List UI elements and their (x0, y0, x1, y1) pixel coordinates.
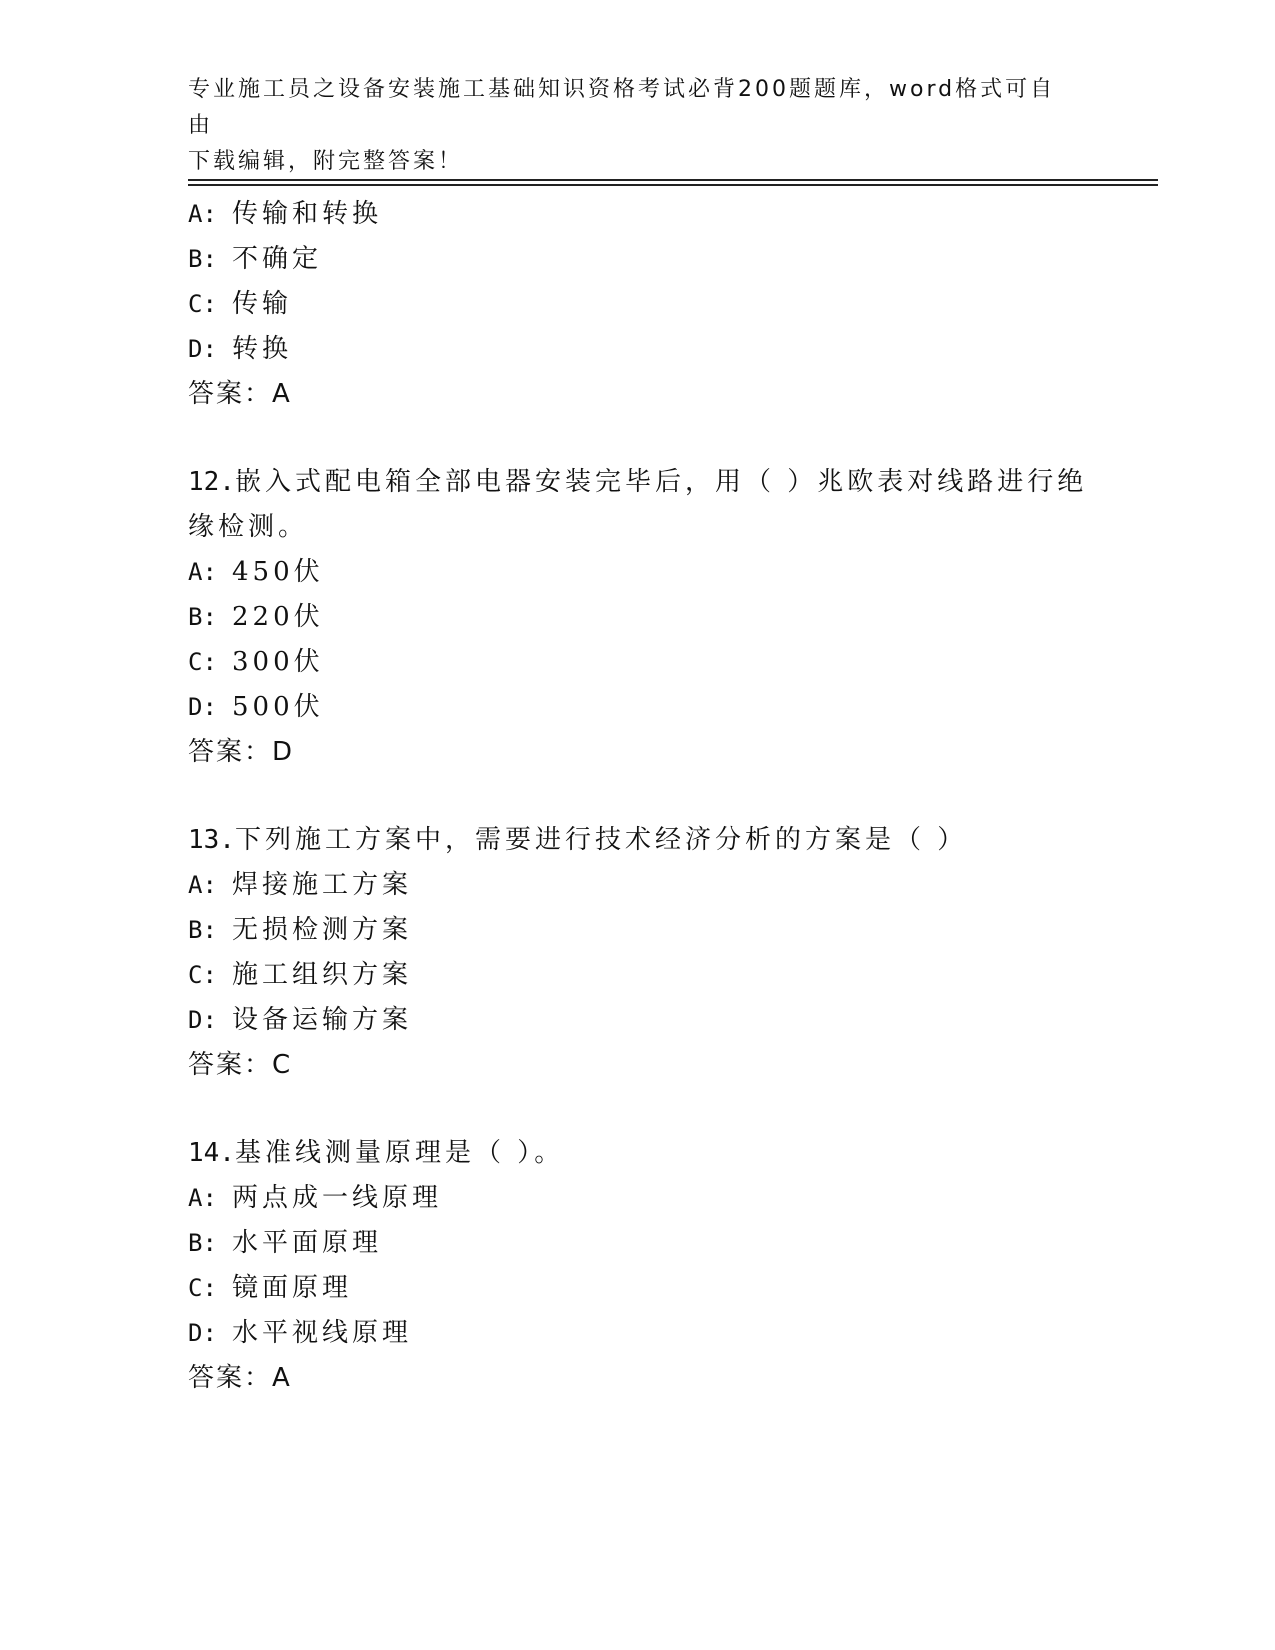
q14-option-b (188, 1225, 382, 1261)
option-text: 施工组织方案 (232, 960, 413, 990)
option-text: 水平视线原理 (232, 1318, 413, 1348)
option-letter: C: (188, 290, 217, 318)
q14-answer: 答案：A (188, 1363, 292, 1393)
option-letter: C: (188, 961, 217, 989)
question-number: 13. (188, 825, 235, 855)
q14-option-a (188, 1180, 442, 1216)
option-letter: B: (188, 916, 217, 944)
question-number: 14. (188, 1138, 235, 1168)
option-letter: D: (188, 693, 217, 721)
option-text: 传输 (232, 289, 293, 319)
option-text: 焊接施工方案 (232, 870, 413, 900)
q13-answer: 答案：C (188, 1050, 293, 1080)
q12-stem-line-1 (188, 464, 1087, 500)
q13-option-c (188, 957, 412, 993)
option-letter: D: (188, 1006, 217, 1034)
q12-option-c (188, 644, 324, 680)
option-text: 不确定 (232, 244, 323, 274)
header-divider-top (188, 179, 1158, 181)
q13-stem-line-1 (188, 822, 967, 858)
q11-option-d (188, 331, 292, 367)
option-letter: A: (188, 200, 217, 228)
q13-option-d (188, 1002, 412, 1038)
option-text: 300伏 (232, 647, 324, 677)
header-line-1: 专业施工员之设备安装施工基础知识资格考试必背200题题库，word格式可自由 (188, 77, 1056, 138)
option-letter: D: (188, 335, 217, 363)
q11-answer: 答案：A (188, 379, 292, 409)
option-text: 220伏 (232, 602, 324, 632)
option-letter: A: (188, 1184, 217, 1212)
q14-option-c (188, 1270, 352, 1306)
option-letter: B: (188, 245, 217, 273)
question-stem: 基准线测量原理是（ ）。 (234, 1138, 565, 1168)
option-letter: A: (188, 871, 217, 899)
option-text: 两点成一线原理 (232, 1183, 443, 1213)
document-header (188, 72, 1068, 180)
option-text: 450伏 (232, 557, 324, 587)
option-letter: B: (188, 603, 217, 631)
q14-option-d (188, 1315, 412, 1351)
q13-option-b (188, 912, 412, 948)
option-text: 转换 (232, 334, 293, 364)
option-text: 传输和转换 (232, 199, 383, 229)
option-letter: C: (188, 648, 217, 676)
q11-option-a (188, 196, 382, 232)
q11-option-b (188, 241, 322, 277)
option-text: 镜面原理 (232, 1273, 353, 1303)
header-line-2: 下载编辑，附完整答案！ (188, 149, 464, 174)
q14-stem-line-1 (188, 1135, 564, 1171)
question-stem: 嵌入式配电箱全部电器安装完毕后，用（ ）兆欧表对线路进行绝 (234, 467, 1088, 497)
q12-answer: 答案：D (188, 737, 295, 767)
header-divider-bottom (188, 184, 1158, 186)
option-text: 水平面原理 (232, 1228, 383, 1258)
option-text: 设备运输方案 (232, 1005, 413, 1035)
q11-option-c (188, 286, 292, 322)
q13-option-a (188, 867, 412, 903)
option-letter: D: (188, 1319, 217, 1347)
option-letter: B: (188, 1229, 217, 1257)
q12-option-b (188, 599, 324, 635)
q12-option-a (188, 554, 324, 590)
q12-stem-line-2: 缘检测。 (188, 512, 309, 542)
option-letter: A: (188, 558, 217, 586)
option-text: 500伏 (232, 692, 324, 722)
question-stem: 下列施工方案中，需要进行技术经济分析的方案是（ ） (234, 825, 968, 855)
option-text: 无损检测方案 (232, 915, 413, 945)
q12-option-d (188, 689, 324, 725)
option-letter: C: (188, 1274, 217, 1302)
question-number: 12. (188, 467, 235, 497)
